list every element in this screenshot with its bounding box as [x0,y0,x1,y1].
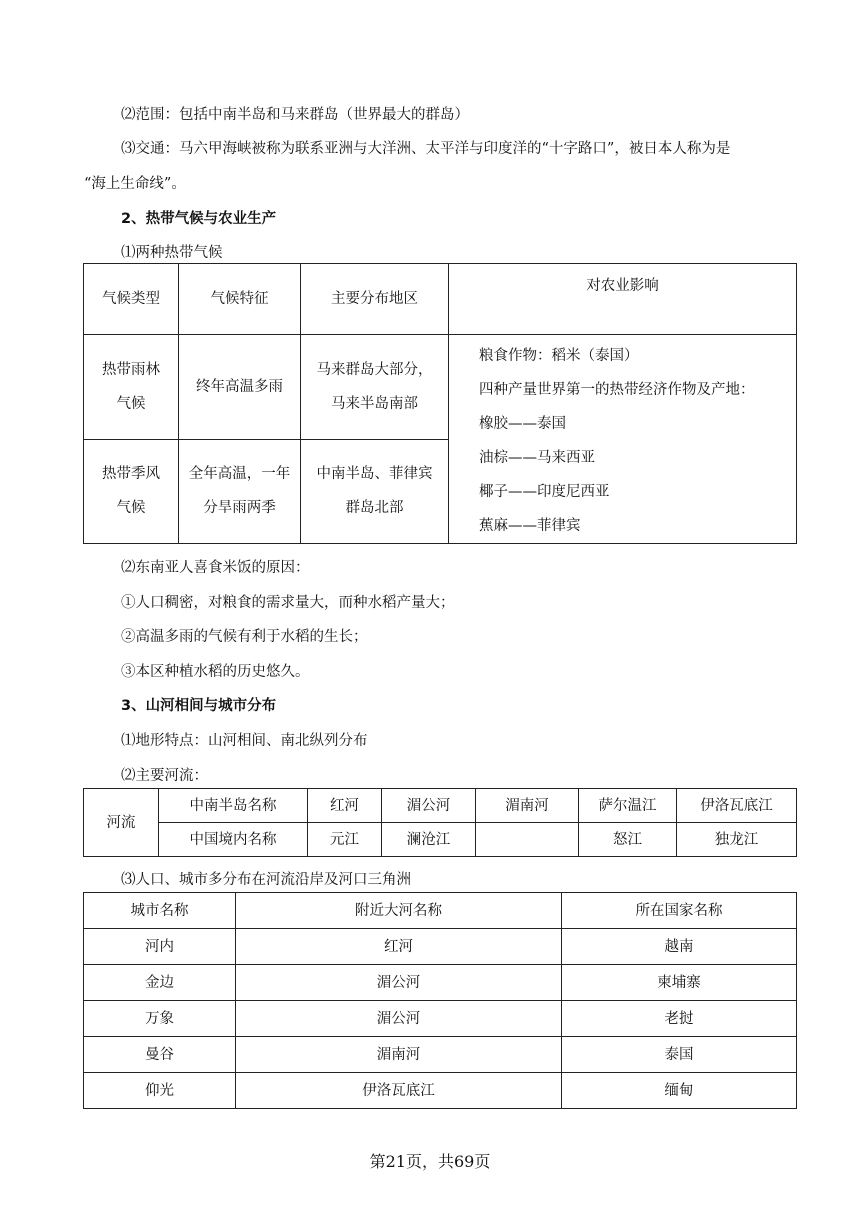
river-name [476,823,579,857]
river-name: 元江 [308,823,382,857]
rice-reason-subtitle: ⑵东南亚人喜食米饭的原因： [121,560,310,576]
impact-line: 油棕——马来西亚 [479,450,595,466]
header-agri-impact: 对农业影响 [449,264,797,335]
row-header: 中南半岛名称 [159,789,308,823]
river-name: 湄南河 [476,789,579,823]
impact-line: 四种产量世界第一的热带经济作物及产地： [479,382,755,398]
terrain-paragraph: ⑴地形特点：山河相间、南北纵列分布 [121,733,368,749]
country-cell: 柬埔寨 [562,965,797,1001]
country-cell: 老挝 [562,1001,797,1037]
city-cell: 河内 [84,929,236,965]
section3-title: 3、山河相间与城市分布 [121,698,277,714]
climate-type-cell: 热带雨林气候 [84,335,179,440]
river-cell: 湄公河 [236,965,562,1001]
table-row [84,929,797,965]
header-region: 主要分布地区 [301,264,449,335]
impact-line: 椰子——印度尼西亚 [479,484,610,500]
climate-type-cell: 热带季风气候 [84,439,179,544]
river-name: 红河 [308,789,382,823]
country-cell: 越南 [562,929,797,965]
rice-reason: ③本区种植水稻的历史悠久。 [121,664,310,680]
header-country: 所在国家名称 [562,893,797,929]
table-row [84,1073,797,1109]
table-row [84,1037,797,1073]
river-cell: 红河 [236,929,562,965]
city-cell: 曼谷 [84,1037,236,1073]
header-climate-type: 气候类型 [84,264,179,335]
river-name: 湄公河 [382,789,476,823]
city-cell: 万象 [84,1001,236,1037]
river-name: 萨尔温江 [579,789,677,823]
river-cell: 伊洛瓦底江 [236,1073,562,1109]
row-header: 中国境内名称 [159,823,308,857]
rice-reason: ①人口稠密，对粮食的需求量大，而种水稻产量大； [121,595,455,611]
rivers-subtitle: ⑵主要河流： [121,768,208,784]
river-name: 独龙江 [677,823,797,857]
climate-feature-cell: 终年高温多雨 [179,335,301,440]
rice-reason: ②高温多雨的气候有利于水稻的生长； [121,629,368,645]
city-cell: 金边 [84,965,236,1001]
city-cell: 仰光 [84,1073,236,1109]
region-cell: 中南半岛、菲律宾群岛北部 [301,439,449,544]
river-cell: 湄南河 [236,1037,562,1073]
section2-title: 2、热带气候与农业生产 [121,211,277,227]
river-name: 怒江 [579,823,677,857]
climate-table [83,263,797,544]
header-city: 城市名称 [84,893,236,929]
page-number: 第21页，共69页 [369,1152,491,1171]
city-table [83,892,797,1109]
range-paragraph: ⑵范围：包括中南半岛和马来群岛（世界最大的群岛） [121,107,469,123]
impact-line: 粮食作物：稻米（泰国） [479,348,639,364]
country-cell: 泰国 [562,1037,797,1073]
river-table [83,788,797,857]
agri-impact-cell [449,335,797,544]
cities-subtitle: ⑶人口、城市多分布在河流沿岸及河口三角洲 [121,872,411,888]
table-row [84,965,797,1001]
traffic-paragraph-cont: “海上生命线”。 [84,176,186,192]
river-name: 伊洛瓦底江 [677,789,797,823]
traffic-paragraph: ⑶交通：马六甲海峡被称为联系亚洲与大洋洲、太平洋与印度洋的“十字路口”，被日本人称为是 [121,141,731,157]
climate-subtitle: ⑴两种热带气候 [121,245,223,261]
river-name: 澜沧江 [382,823,476,857]
impact-line: 橡胶——泰国 [479,416,566,432]
river-cell: 湄公河 [236,1001,562,1037]
region-cell: 马来群岛大部分，马来半岛南部 [301,335,449,440]
climate-feature-cell: 全年高温，一年分旱雨两季 [179,439,301,544]
header-climate-feature: 气候特征 [179,264,301,335]
table-row [84,1001,797,1037]
country-cell: 缅甸 [562,1073,797,1109]
impact-line: 蕉麻——菲律宾 [479,518,581,534]
river-label: 河流 [84,789,159,857]
header-river: 附近大河名称 [236,893,562,929]
